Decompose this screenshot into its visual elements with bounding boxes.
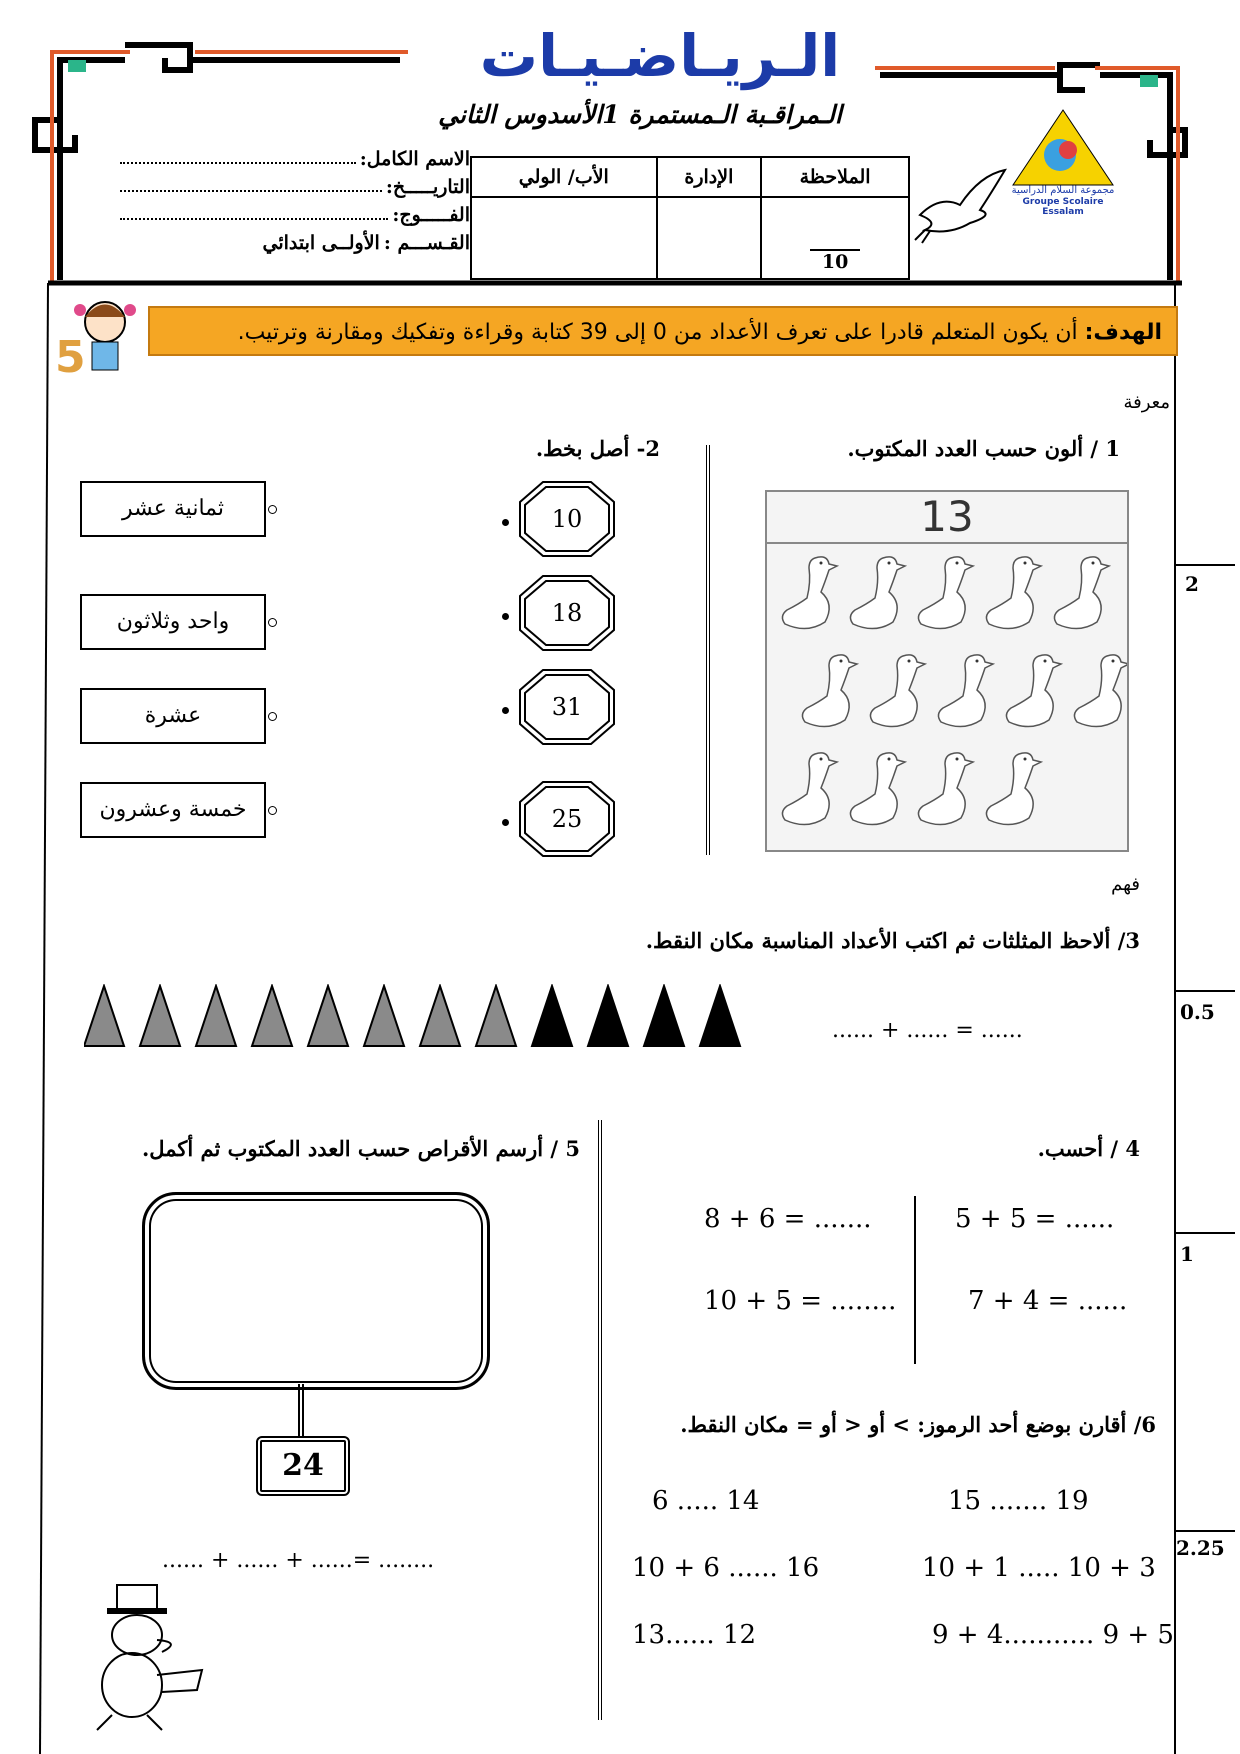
- q2-number-18: [518, 574, 616, 652]
- q1-number-band: [767, 492, 1127, 544]
- grade-cell-admin[interactable]: [657, 197, 762, 279]
- logo-text-fr: Groupe Scolaire Essalam: [1022, 197, 1104, 217]
- info-label: التاريـــــخ:: [385, 176, 470, 198]
- class-value: الأولــى ابتدائي: [262, 232, 380, 254]
- info-date: [120, 170, 470, 198]
- q2-dot[interactable]: [502, 519, 509, 526]
- score-denominator: 10: [810, 249, 860, 273]
- duck-icon[interactable]: [870, 655, 925, 727]
- q4-title: 4 / أحسب.: [1037, 1136, 1140, 1161]
- duck-icon[interactable]: [850, 753, 905, 825]
- group-field[interactable]: [120, 218, 388, 220]
- q5-drawing-box[interactable]: [142, 1192, 490, 1390]
- q2-dot[interactable]: [502, 819, 509, 826]
- q5-number: 24: [282, 1448, 324, 1483]
- score-line: [1175, 1530, 1235, 1532]
- q3-triangles: [84, 984, 754, 1050]
- duck-icon[interactable]: [918, 753, 973, 825]
- date-field[interactable]: [120, 190, 382, 192]
- q4-divider: [914, 1196, 916, 1364]
- duck-icon[interactable]: [938, 655, 993, 727]
- duck-icon[interactable]: [1006, 655, 1061, 727]
- dove-icon: [910, 165, 1010, 245]
- q4-item[interactable]: 10 + 5 = ........: [704, 1286, 897, 1316]
- black-triangle: [532, 986, 572, 1046]
- q2-number-label: 18: [551, 599, 583, 627]
- duck-icon[interactable]: [986, 753, 1041, 825]
- grade-header-admin: الإدارة: [657, 157, 762, 197]
- gray-triangle: [140, 986, 180, 1046]
- q3-title: 3/ ألاحظ المثلثات ثم اكتب الأعداد المناسبة مكان النقط.: [645, 928, 1140, 953]
- score-value: 2: [1185, 572, 1199, 596]
- q6-item[interactable]: 13...... 12: [632, 1620, 757, 1650]
- q4-item[interactable]: 5 + 5 = ......: [955, 1204, 1115, 1234]
- black-triangle: [700, 986, 740, 1046]
- q5-number-box: [256, 1436, 350, 1496]
- svg-text:5: 5: [55, 332, 86, 377]
- info-name: [120, 142, 470, 170]
- girl-figure-icon: [50, 292, 150, 377]
- q6-item[interactable]: 15 ....... 19: [948, 1486, 1089, 1516]
- q1-number: 13: [920, 492, 974, 541]
- grade-cell-note[interactable]: [761, 197, 909, 279]
- q3-answer[interactable]: ...... + ...... = ......: [832, 1018, 1023, 1043]
- duck-icon[interactable]: [986, 557, 1041, 629]
- score-line: [1175, 1232, 1235, 1234]
- objective-banner: [148, 306, 1178, 356]
- black-triangle: [588, 986, 628, 1046]
- q2-number-31: [518, 668, 616, 746]
- duck-icon[interactable]: [918, 557, 973, 629]
- q2-number-label: 31: [551, 693, 583, 721]
- info-label: الفـــــوج:: [392, 204, 470, 226]
- q5-title: 5 / أرسم الأقراص حسب العدد المكتوب ثم أكمل.: [142, 1136, 580, 1161]
- info-label: القـســـم :: [383, 232, 470, 254]
- section-understanding: فهم: [1111, 874, 1140, 895]
- q1-duck-box: [765, 490, 1129, 852]
- q2-dot[interactable]: [502, 613, 509, 620]
- gray-triangle: [476, 986, 516, 1046]
- q1-q2-divider: [706, 445, 710, 855]
- q1-title: 1 / ألون حسب العدد المكتوب.: [847, 436, 1120, 461]
- school-logo: [1008, 105, 1118, 217]
- q2-dot[interactable]: [268, 505, 277, 514]
- objective-label: الهدف:: [1084, 320, 1162, 345]
- gray-triangle: [364, 986, 404, 1046]
- q6-title: 6/ أقارن بوضع أحد الرموز: > أو < أو = مكان النقط.: [680, 1412, 1156, 1437]
- score-value: 1: [1180, 1242, 1194, 1266]
- objective-text: أن يكون المتعلم قادرا على تعرف الأعداد من 0 إلى 39 كتابة وقراءة وتفكيك ومقارنة وترتيب.: [237, 320, 1078, 345]
- info-label: الاسم الكامل:: [359, 148, 470, 170]
- q1-ducks[interactable]: [767, 544, 1127, 850]
- q4-item[interactable]: 8 + 6 = .......: [704, 1204, 872, 1234]
- student-info: [120, 142, 470, 254]
- gray-triangle: [196, 986, 236, 1046]
- q2-number-25: [518, 780, 616, 858]
- page-title: الـريـاضـيـات: [479, 22, 841, 90]
- black-triangle: [644, 986, 684, 1046]
- grade-cell-parent[interactable]: [471, 197, 657, 279]
- score-value: 0.5: [1180, 1000, 1215, 1024]
- q2-number-label: 10: [551, 505, 583, 533]
- name-field[interactable]: [120, 162, 356, 164]
- q2-dot[interactable]: [268, 806, 277, 815]
- gray-triangle: [420, 986, 460, 1046]
- score-line: [1175, 990, 1235, 992]
- q2-word-box: عشرة: [80, 688, 266, 744]
- q2-dot[interactable]: [268, 712, 277, 721]
- section-knowledge: معرفة: [1123, 392, 1170, 413]
- gray-triangle: [308, 986, 348, 1046]
- logo-text-ar: مجموعة السلام الدراسية: [1011, 185, 1115, 196]
- grade-header-note: الملاحظة: [761, 157, 909, 197]
- q5-connector: [298, 1384, 304, 1436]
- duck-icon[interactable]: [1074, 655, 1127, 727]
- duck-icon[interactable]: [782, 557, 837, 629]
- q6-item[interactable]: 10 + 6 ...... 16: [632, 1553, 820, 1583]
- grade-header-parent: الأب/ الولي: [471, 157, 657, 197]
- q4-item[interactable]: 7 + 4 = ......: [968, 1286, 1128, 1316]
- duck-icon[interactable]: [782, 753, 837, 825]
- gray-triangle: [84, 986, 124, 1046]
- q2-title: 2- أصل بخط.: [535, 436, 660, 461]
- info-group: [120, 198, 470, 226]
- q2-word-box: ثمانية عشر: [80, 481, 266, 537]
- q6-item[interactable]: 6 ..... 14: [652, 1486, 760, 1516]
- duck-icon[interactable]: [1054, 557, 1109, 629]
- q2-word-box: واحد وثلاثون: [80, 594, 266, 650]
- gray-triangle: [252, 986, 292, 1046]
- grade-table: [470, 156, 910, 280]
- q6-item[interactable]: 9 + 4........... 9 + 5: [932, 1620, 1174, 1650]
- q2-dot[interactable]: [268, 618, 277, 627]
- q2-word-box: خمسة وعشرون: [80, 782, 266, 838]
- q5-answer[interactable]: ...... + ...... + ......= ........: [162, 1548, 435, 1573]
- q6-item[interactable]: 10 + 1 ..... 10 + 3: [922, 1553, 1156, 1583]
- score-line: [1175, 564, 1235, 566]
- q2-number-10: [518, 480, 616, 558]
- q2-dot[interactable]: [502, 707, 509, 714]
- info-class: [120, 226, 470, 254]
- duck-icon[interactable]: [802, 655, 857, 727]
- duck-icon[interactable]: [850, 557, 905, 629]
- score-value: 2.25: [1176, 1536, 1225, 1560]
- q2-number-label: 25: [551, 805, 583, 833]
- page-subtitle: الـمراقـبة الـمستمرة 1الأسدوس الثاني: [438, 100, 842, 129]
- cartoon-duck-icon: [62, 1580, 212, 1740]
